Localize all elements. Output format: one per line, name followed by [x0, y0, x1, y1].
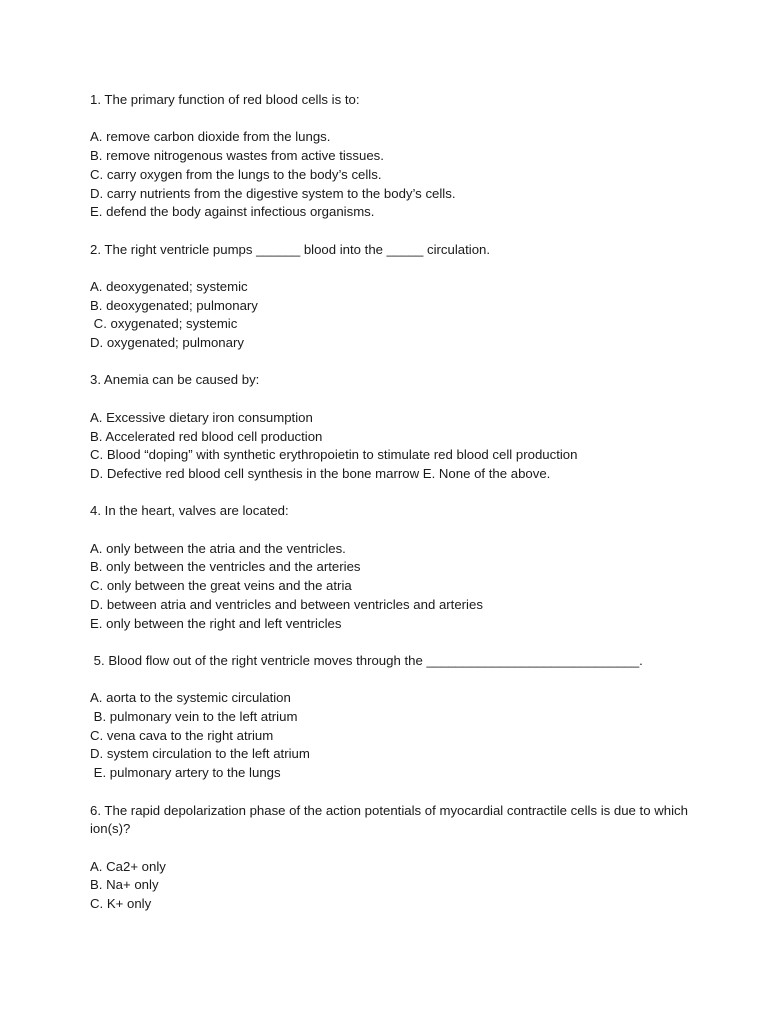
question-4: [90, 502, 690, 633]
answer-option: B. deoxygenated; pulmonary: [90, 297, 258, 313]
answer-option: B. pulmonary vein to the left atrium: [90, 709, 298, 725]
answer-option: B. remove nitrogenous wastes from active tissues.: [90, 148, 384, 164]
answer-option: A. only between the atria and the ventricles.: [90, 540, 346, 556]
answer-option: A. Ca2+ only: [90, 858, 166, 874]
answer-option: C. vena cava to the right atrium: [90, 727, 274, 743]
answer-option: B. Na+ only: [90, 877, 159, 893]
answer-option: B. Accelerated red blood cell production: [90, 428, 323, 444]
answer-option: C. K+ only: [90, 896, 152, 912]
answer-option: B. only between the ventricles and the arteries: [90, 559, 361, 575]
answer-option: D. Defective red blood cell synthesis in the bone marrow E. None of the above.: [90, 465, 551, 481]
answer-option: A. remove carbon dioxide from the lungs.: [90, 129, 331, 145]
answer-option: E. pulmonary artery to the lungs: [90, 765, 281, 781]
question-stem: 6. The rapid depolarization phase of the action potentials of myocardial contractile cells is due to which ion(s)?: [90, 802, 688, 837]
question-stem: 4. In the heart, valves are located:: [90, 503, 289, 519]
answer-option: C. oxygenated; systemic: [90, 316, 238, 332]
answer-option: C. carry oxygen from the lungs to the body’s cells.: [90, 166, 382, 182]
answer-option: D. carry nutrients from the digestive system to the body’s cells.: [90, 185, 456, 201]
question-3: [90, 371, 690, 483]
answer-option: D. oxygenated; pulmonary: [90, 335, 244, 351]
answer-option: A. aorta to the systemic circulation: [90, 690, 291, 706]
question-5: [90, 652, 690, 783]
answer-option: A. Excessive dietary iron consumption: [90, 409, 313, 425]
question-stem: 3. Anemia can be caused by:: [90, 372, 260, 388]
answer-option: C. Blood “doping” with synthetic erythropoietin to stimulate red blood cell production: [90, 447, 578, 463]
quiz-document: [90, 91, 690, 914]
question-1: [90, 91, 690, 222]
question-6: [90, 802, 690, 914]
question-2: [90, 241, 690, 353]
answer-option: D. system circulation to the left atrium: [90, 746, 310, 762]
answer-option: A. deoxygenated; systemic: [90, 278, 248, 294]
answer-option: E. defend the body against infectious organisms.: [90, 204, 375, 220]
answer-option: C. only between the great veins and the atria: [90, 578, 352, 594]
answer-option: D. between atria and ventricles and between ventricles and arteries: [90, 596, 483, 612]
question-stem: 5. Blood flow out of the right ventricle moves through the _____________________________.: [90, 652, 643, 668]
answer-option: E. only between the right and left ventricles: [90, 615, 342, 631]
question-stem: 1. The primary function of red blood cells is to:: [90, 92, 360, 107]
question-stem: 2. The right ventricle pumps ______ blood into the _____ circulation.: [90, 241, 491, 257]
